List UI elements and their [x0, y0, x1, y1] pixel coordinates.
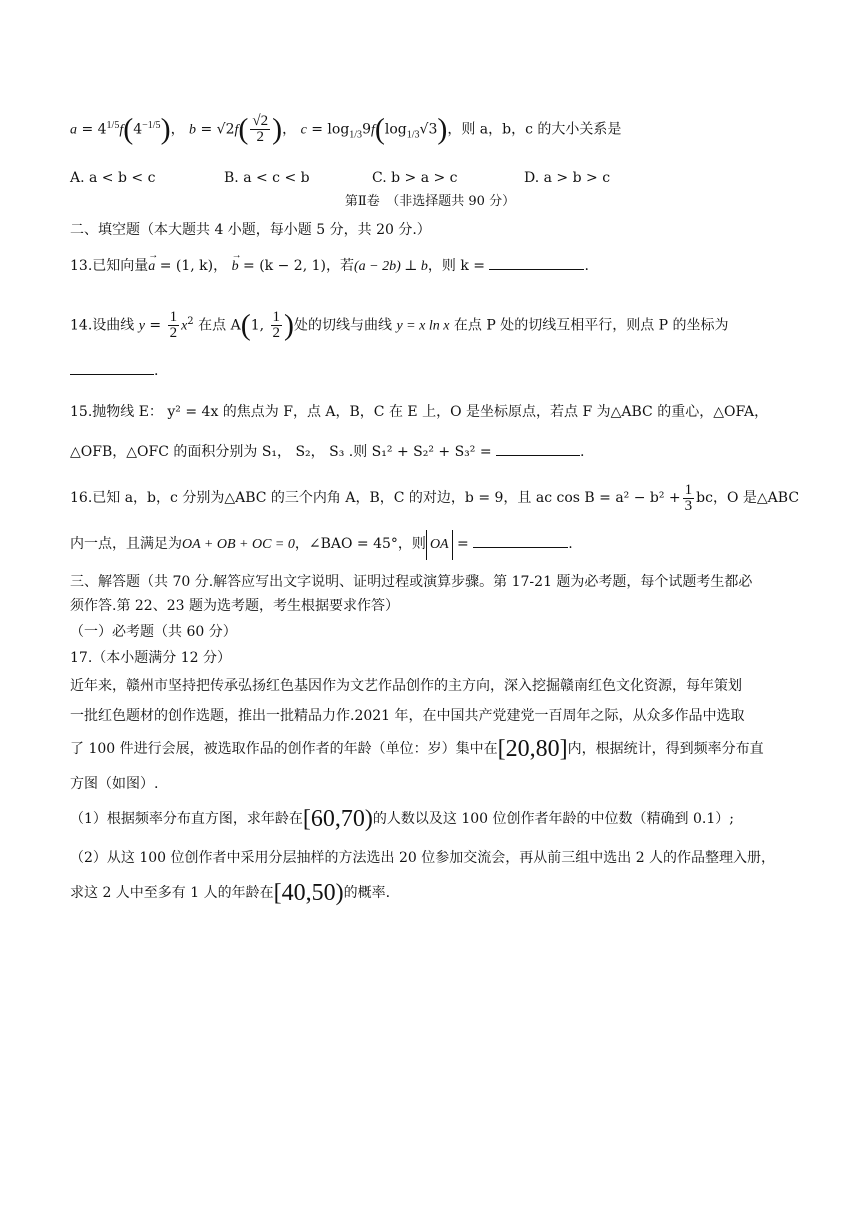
q13-a-val: = (1, k) [159, 258, 214, 274]
q12-line: $a = 4^{1/5}f(4^{-1/5})$， b = √2f( $\frac{√2}{2}$ )， $c = \log_{1/3}9f(\log_{1/3}√3)$，则 a，b，c 的大小关系是 [70, 112, 622, 146]
solve-header-1: 三、解答题（共 70 分.解答应写出文字说明、证明过程或演算步骤。第 17-21 题为必考题，每个试题考生都必 [70, 574, 753, 590]
q15-end: . [580, 444, 585, 460]
section2-title: 第Ⅱ卷 （非选择题共 90 分） [344, 194, 516, 209]
option-d: D. a > b > c [524, 170, 611, 186]
q14-mid3: 在点 P 处的切线互相平行，则点 P 的坐标为 [453, 317, 729, 334]
q17-s1-interval: [60,70) [302, 806, 373, 832]
q17-p2: 一批红色题材的创作选题，推出一批精品力作.2021 年，在中国共产党建党一百周年之际，从众多作品中选取 [70, 708, 745, 724]
q14-answer-line [70, 360, 800, 381]
q17-s1-a: （1）根据频率分布直方图，求年龄在 [70, 811, 303, 827]
q17-sub2-line2 [70, 880, 800, 906]
option-a: A. a < b < c [70, 170, 156, 186]
option-c: C. b > a > c [372, 170, 458, 186]
q16-line1-b: bc，O 是△ABC [696, 490, 800, 506]
q15-line2-text: △OFB，△OFC 的面积分别为 S₁， S₂， S₃ .则 S₁² + S₂² + S₃² = [70, 444, 497, 460]
option-b: B. a < c < b [224, 170, 310, 186]
q16-line2 [70, 530, 800, 560]
q12-tail: ，则 a，b，c 的大小关系是 [447, 121, 622, 138]
q17-p3-a: 了 100 件进行会展，被选取作品的创作者的年龄（单位：岁）集中在 [70, 741, 498, 757]
q13-b-val: = (k − 2, 1) [243, 258, 326, 274]
q16-line2-c: = [452, 536, 474, 552]
q15-line1: 15.抛物线 E： y² = 4x 的焦点为 F，点 A，B，C 在 E 上，O 是坐标原点，若点 F 为△ABC 的重心，△OFA， [70, 404, 769, 420]
q17-s2-a: 求这 2 人中至多有 1 人的年龄在 [70, 885, 274, 901]
q16-abs-oa: OA [426, 530, 453, 560]
q14-mid2: 处的切线与曲线 [294, 317, 392, 334]
q13-answer-blank[interactable] [489, 255, 584, 270]
q16-line2-a: 内一点，且满足为 [70, 536, 182, 552]
q13-prefix: 13.已知向量 [70, 258, 149, 274]
required-header: （一）必考题（共 60 分） [70, 624, 237, 640]
q17-p3 [70, 736, 800, 762]
q16-line1: 16.已知 a，b，c 分别为△ABC 的三个内角 A，B，C 的对边，b = 9，且 ac cos B = a² − b² + $\frac{1}{3}$ bc，O 是△ABC [70, 481, 800, 514]
q13-cond-prefix: ，若 [325, 258, 354, 274]
q17-s2-interval: [40,50) [273, 880, 344, 906]
q14-curve2: y = x ln x [396, 318, 450, 334]
q17-s2-b: 的概率. [343, 885, 391, 901]
q15-answer-blank[interactable] [496, 441, 580, 456]
q17-title: 17.（本小题满分 12 分） [70, 650, 231, 666]
q13-cond: (a − 2b) ⊥ b [353, 259, 428, 274]
fill-header: 二、填空题（本大题共 4 小题，每小题 5 分，共 20 分.） [70, 222, 431, 238]
q16-vector-eq: OA + OB + OC = 0 [182, 537, 295, 552]
q17-p3-b: 内，根据统计，得到频率分布直 [567, 741, 764, 757]
q16-line1-a: 16.已知 a，b，c 分别为△ABC 的三个内角 A，B，C 的对边，b = 9，且 ac cos B = a² − b² + [70, 490, 681, 506]
q17-p4: 方图（如图）. [70, 776, 159, 792]
q16-answer-blank[interactable] [473, 533, 568, 548]
q13-suffix: ，则 k = [427, 258, 490, 274]
q14-prefix: 14.设曲线 [70, 317, 135, 334]
q16-line2-b: ，∠BAO = 45°，则 [294, 536, 426, 552]
q17-sub1 [70, 806, 800, 832]
q14-end: . [154, 363, 159, 379]
solve-header-2: 须作答.第 22、23 题为选考题，考生根据要求作答） [70, 598, 399, 614]
q13-line: 13.已知向量→ a = (1, k)， → b = (k − 2, 1)，若(a − 2b) ⊥ b，则 k = . [70, 254, 800, 279]
q16-end: . [568, 536, 573, 552]
q17-age-interval: [20,80] [497, 736, 568, 762]
q17-p1: 近年来，赣州市坚持把传承弘扬红色基因作为文艺作品创作的主方向，深入挖掘赣南红色文化资源，每年策划 [70, 678, 742, 694]
q15-line2 [70, 440, 800, 464]
q13-end: . [584, 258, 589, 274]
q14-line: 14.设曲线 y = $\frac{1}{2}$ $x^2$ 在点 A(1, $\frac{1}{2}$ )处的切线与曲线 y = x ln x 在点 P 处的切线互相平行，则点 P 的坐标为 [70, 308, 729, 342]
q14-mid1: 在点 A [198, 317, 241, 334]
q14-answer-blank[interactable] [70, 360, 154, 375]
q17-sub2-line1: （2）从这 100 位创作者中采用分层抽样的方法选出 20 位参加交流会，再从前三组中选出 2 人的作品整理入册， [70, 850, 776, 866]
q17-s1-b: 的人数以及这 100 位创作者年龄的中位数（精确到 0.1）; [372, 811, 734, 827]
